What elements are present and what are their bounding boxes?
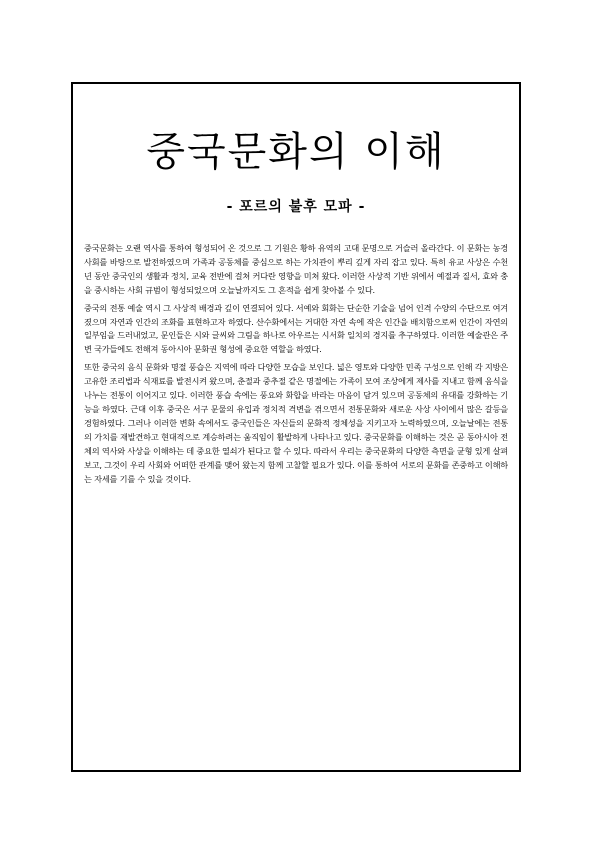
body-paragraph-1: 중국문화는 오랜 역사를 통하여 형성되어 온 것으로 그 기원은 황하 유역의 고대 문명으로 거슬러 올라간다. 이 문화는 농경 사회를 바탕으로 발전하였으며 가족과 공동체를 중심으로 하는 가치관이 뿌리 깊게 자리 잡고 있다. 특히 유교 사상은 수천 년 동안 중국인의 생활과 정치, 교육 전반에 걸쳐 커다란 영향을 미쳐 왔다. 이러한 사상적 기반 위에서 예절과 질서, 효와 충을 중시하는 사회 규범이 형성되었으며 오늘날까지도 그 흔적을 쉽게 찾아볼 수 있다. (84, 243, 508, 295)
document-title: 중국문화의 이해 (146, 129, 446, 175)
body-paragraph-3: 또한 중국의 음식 문화와 명절 풍습은 지역에 따라 다양한 모습을 보인다. 넓은 영토와 다양한 민족 구성으로 인해 각 지방은 고유한 조리법과 식재료를 발전시켜 왔으며, 춘절과 중추절 같은 명절에는 가족이 모여 조상에게 제사를 지내고 함께 음식을 나누는 전통이 이어지고 있다. 이러한 풍습 속에는 풍요와 화합을 바라는 마음이 담겨 있으며 공동체의 유대를 강화하는 기능을 하였다. 근대 이후 중국은 서구 문물의 유입과 정치적 격변을 겪으면서 전통문화와 새로운 사상 사이에서 많은 갈등을 경험하였다. 그러나 이러한 변화 속에서도 중국인들은 자신들의 문화적 정체성을 지키고자 노력하였으며, 오늘날에는 전통의 가치를 재발견하고 현대적으로 계승하려는 움직임이 활발하게 나타나고 있다. 중국문화를 이해하는 것은 곧 동아시아 전체의 역사와 사상을 이해하는 데 중요한 열쇠가 된다고 할 수 있다. 따라서 우리는 중국문화의 다양한 측면을 균형 있게 살펴보고, 그것이 우리 사회와 어떠한 관계를 맺어 왔는지 함께 고찰할 필요가 있다. 이를 통하여 서로의 문화를 존중하고 이해하는 자세를 기를 수 있을 것이다. (84, 362, 508, 484)
document-frame (71, 82, 521, 772)
body-paragraph-2: 중국의 전통 예술 역시 그 사상적 배경과 깊이 연결되어 있다. 서예와 회화는 단순한 기술을 넘어 인격 수양의 수단으로 여겨졌으며 자연과 인간의 조화를 표현하고자 하였다. 산수화에서는 거대한 자연 속에 작은 인간을 배치함으로써 인간이 자연의 일부임을 드러내었고, 문인들은 시와 글씨와 그림을 하나로 아우르는 시서화 일치의 경지를 추구하였다. 이러한 예술관은 주변 국가들에도 전해져 동아시아 문화권 형성에 중요한 역할을 하였다. (84, 302, 508, 355)
document-body (84, 242, 508, 754)
document-subtitle: - 포르의 불후 모파 - (226, 199, 366, 215)
